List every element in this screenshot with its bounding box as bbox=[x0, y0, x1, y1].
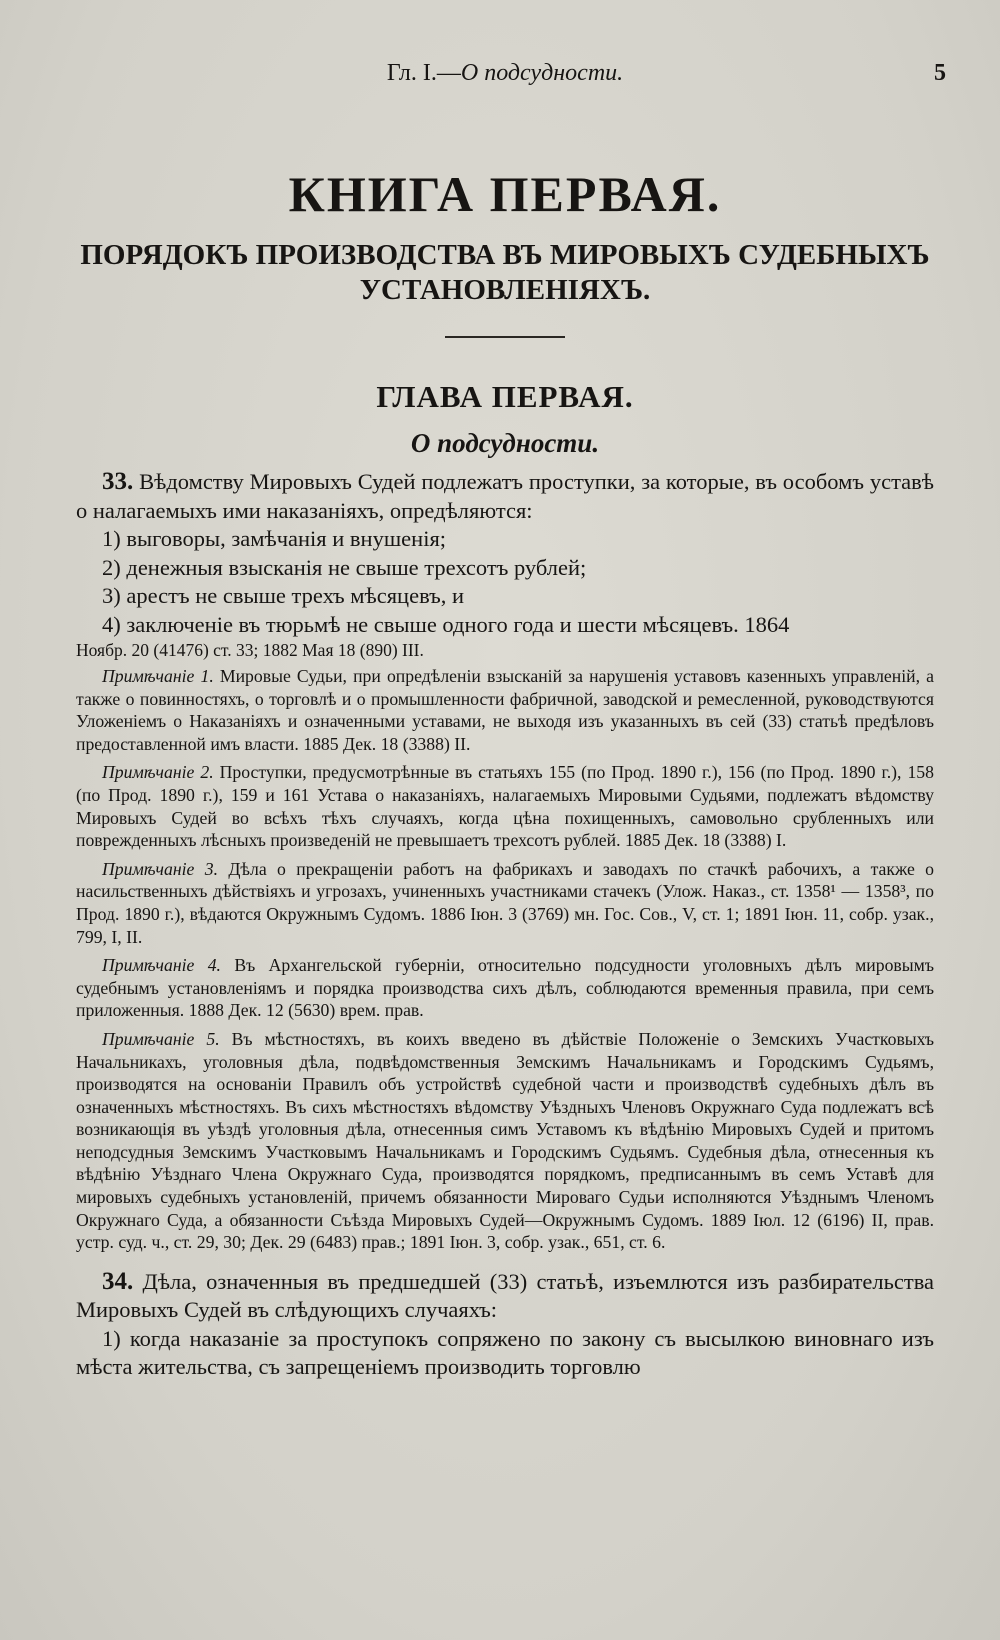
chapter-title: ГЛАВА ПЕРВАЯ. bbox=[376, 379, 634, 414]
note-4 bbox=[76, 954, 934, 1022]
article-34-number: 34. bbox=[102, 1267, 134, 1295]
chapter-subtitle: О подсудности. bbox=[410, 428, 600, 458]
article-33-list bbox=[76, 525, 934, 639]
article-33-intro: Вѣдомству Мировыхъ Судей подлежатъ проступки, за которые, въ особомъ уставѣ о налагаемыхъ ими наказаніяхъ, опредѣляются: bbox=[76, 469, 935, 523]
section-title-line1: ПОРЯДОКЪ ПРОИЗВОДСТВА ВЪ МИРОВЫХЪ СУДЕБНЫХЪ bbox=[80, 239, 930, 271]
note-3 bbox=[76, 858, 934, 948]
section-title-line2: УСТАНОВЛЕНІЯХЪ. bbox=[359, 274, 651, 306]
article-33 bbox=[76, 468, 934, 639]
note-5 bbox=[76, 1028, 934, 1254]
section-divider bbox=[445, 336, 565, 338]
list-item: 4) заключеніе въ тюрьмѣ не свыше одного года и шести мѣсяцевъ. 1864 bbox=[102, 611, 790, 637]
list-item: 1) выговоры, замѣчанія и внушенія; bbox=[102, 526, 447, 551]
running-head bbox=[76, 58, 946, 88]
article-33-reference: Ноябр. 20 (41476) ст. 33; 1882 Мая 18 (890) III. bbox=[76, 640, 424, 660]
article-34-intro: Дѣла, означенныя въ предшедшей (33) статьѣ, изъемлются изъ разбирательства Мировыхъ Судей въ слѣдующихъ случаяхъ: bbox=[76, 1268, 935, 1323]
article-33-number: 33. bbox=[102, 468, 134, 495]
note-text: Мировые Судьи, при опредѣленіи взысканій за нарушенія уставовъ казенныхъ управленій, а также о повинностяхъ, о торговлѣ и о промышленности фабричной, заводской и ремесленной, руководствуются Уложеніемъ о Наказаніяхъ и означенными уставами, не выходя изъ указанныхъ въ сей (33) статьѣ предѣловъ предоставленной имъ власти. 1885 Дек. 18 (3388) II. bbox=[76, 666, 934, 754]
note-label: Примѣчаніе 2. bbox=[102, 762, 214, 783]
note-label: Примѣчаніе 1. bbox=[102, 666, 214, 686]
list-item: 2) денежныя взысканія не свыше трехсотъ рублей; bbox=[102, 554, 587, 580]
page-number: 5 bbox=[934, 60, 946, 86]
note-1 bbox=[76, 665, 934, 755]
note-text: Въ Архангельской губерніи, относительно подсудности уголовныхъ дѣлъ мировымъ судебнымъ установленіямъ и порядка производства сихъ дѣлъ, соблюдаются временныя правила, при семъ приложенныя. 1888 Дек. 12 (5630) врем. прав. bbox=[76, 955, 934, 1021]
article-34 bbox=[76, 1268, 934, 1382]
running-head-prefix: Гл. I.— bbox=[386, 60, 461, 86]
note-label: Примѣчаніе 3. bbox=[102, 858, 218, 879]
notes bbox=[76, 665, 934, 1254]
running-head-title: О подсудности. bbox=[460, 60, 624, 86]
note-text: Проступки, предусмотрѣнные въ статьяхъ 155 (по Прод. 1890 г.), 156 (по Прод. 1890 г.), 158 (по Прод. 1890 г.), 159 и 161 Устава о наказаніяхъ, налагаемыхъ Мировыми Судьями, подлежатъ вѣдомству Мировыхъ Судей во всѣхъ тѣхъ случаяхъ, когда цѣна похищенныхъ, самовольно срубленныхъ или поврежденныхъ лѣсныхъ произведеній не превышаетъ трехсотъ рублей. 1885 Дек. 18 (3388) I. bbox=[76, 762, 934, 851]
book-title: КНИГА ПЕРВАЯ. bbox=[288, 166, 722, 222]
note-text: Дѣла о прекращеніи работъ на фабрикахъ и заводахъ по стачкѣ рабочихъ, а также о насильственныхъ дѣйствіяхъ и угрозахъ, учиненныхъ участниками стачекъ (Улож. Наказ., ст. 1358¹ — 1358³, по Прод. 1890 г.), вѣдаются Окружнымъ Судомъ. 1886 Іюн. 3 (3769) мн. Гос. Сов., V, ст. 1; 1891 Іюн. 11, собр. узак., 799, I, II. bbox=[76, 858, 934, 947]
note-text: Въ мѣстностяхъ, въ коихъ введено въ дѣйствіе Положеніе о Земскихъ Участковыхъ Начальникахъ, уголовныя дѣла, подвѣдомственныя Земскимъ Начальникамъ и Городскимъ Судьямъ, производятся на основаніи Правилъ объ устройствѣ судебной части и производствѣ судебныхъ дѣлъ въ означенныхъ мѣстностяхъ. Въ сихъ мѣстностяхъ вѣдомству Уѣздныхъ Членовъ Окружнаго Суда подлежатъ всѣ возникающія въ уѣздѣ уголовныя дѣла, отнесенныя симъ Уставомъ къ вѣдѣнію Мировыхъ Судей и притомъ неподсудныя Земскимъ Участковымъ Начальникамъ и Городскимъ Судьямъ. Судебныя дѣла, отнесенныя къ вѣдѣнію Уѣзднаго Члена Окружнаго Суда, производятся порядкомъ, предписаннымъ въ семъ Уставѣ для мировыхъ судебныхъ установленій, причемъ обязанности Мироваго Судьи исполняются Уѣзднымъ Членомъ Окружнаго Суда, а обязанности Съѣзда Мировыхъ Судей—Окружнымъ Судомъ. 1889 Іюл. 12 (6196) II, прав. устр. суд. ч., ст. 29, 30; Дек. 29 (6483) прав.; 1891 Іюн. 3, собр. узак., 651, ст. 6. bbox=[76, 1028, 934, 1253]
note-label: Примѣчаніе 5. bbox=[102, 1028, 220, 1049]
note-2 bbox=[76, 761, 934, 851]
section-title bbox=[76, 238, 934, 308]
list-item: 3) арестъ не свыше трехъ мѣсяцевъ, и bbox=[102, 583, 465, 608]
note-label: Примѣчаніе 4. bbox=[102, 955, 221, 976]
article-34-item-1: 1) когда наказаніе за проступокъ сопряжено по закону съ высылкою виновнаго изъ мѣста жительства, съ запрещеніемъ производить торговлю bbox=[76, 1325, 934, 1380]
